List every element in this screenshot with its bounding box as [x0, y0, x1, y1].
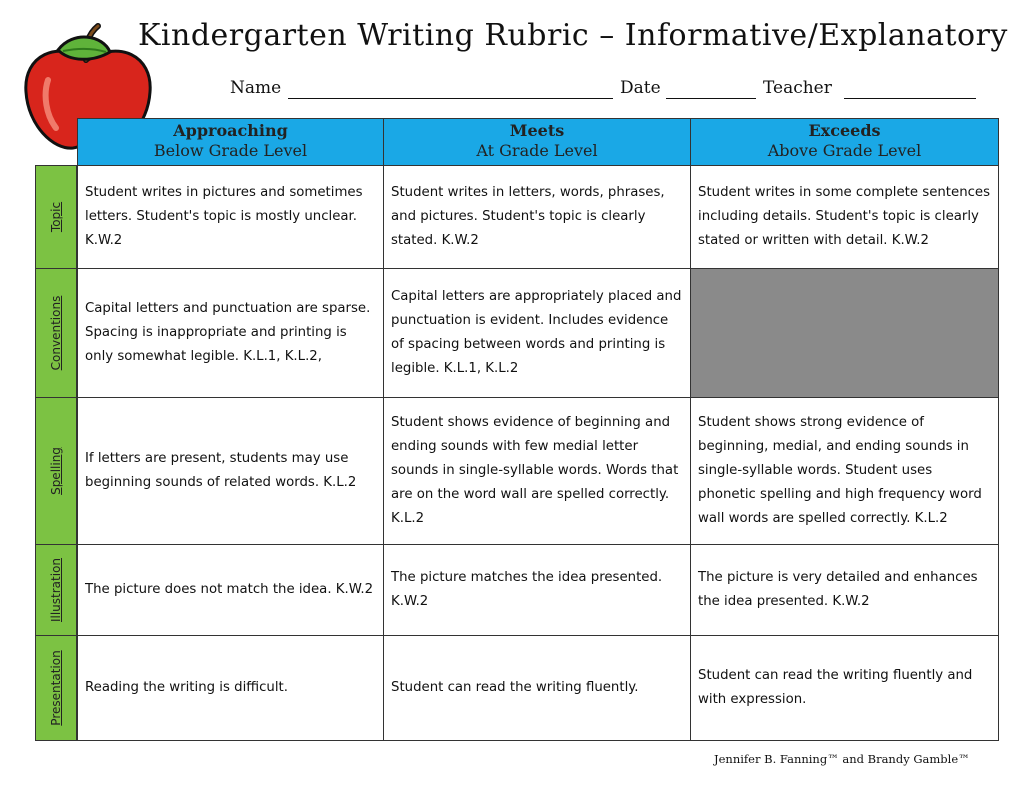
row-label-conventions: Conventions — [35, 268, 77, 398]
rubric-cell: Student can read the writing fluently. — [383, 635, 691, 741]
column-sub: At Grade Level — [476, 141, 598, 160]
column-header-meets — [383, 118, 691, 166]
rubric-cell: The picture matches the idea presented. K.W.2 — [383, 544, 691, 636]
rubric-cell: Student can read the writing fluently and with expression. — [690, 635, 999, 741]
rubric-cell: Capital letters are appropriately placed and punctuation is evident. Includes evidence of spacing between words and printing is legible. K.L.1, K.L.2 — [383, 268, 691, 398]
name-label: Name — [230, 78, 282, 98]
date-field[interactable] — [666, 98, 756, 99]
page-title: Kindergarten Writing Rubric – Informative/Explanatory — [138, 18, 1008, 53]
row-label-spelling: Spelling — [35, 397, 77, 545]
column-header-approaching — [77, 118, 384, 166]
rubric-cell: Student writes in some complete sentences including details. Student's topic is clearly stated or written with detail. K.W.2 — [690, 165, 999, 269]
footer-credit: Jennifer B. Fanning™ and Brandy Gamble™ — [714, 752, 970, 766]
name-field[interactable] — [288, 98, 613, 99]
rubric-cell: If letters are present, students may use beginning sounds of related words. K.L.2 — [77, 397, 384, 545]
teacher-label: Teacher — [763, 78, 832, 98]
row-label-presentation: Presentation — [35, 635, 77, 741]
row-label-illustration: Illustration — [35, 544, 77, 636]
column-level: Approaching — [173, 121, 288, 140]
rubric-cell: The picture is very detailed and enhances the idea presented. K.W.2 — [690, 544, 999, 636]
shaded-cell — [690, 268, 999, 398]
rubric-cell: Student shows strong evidence of beginning, medial, and ending sounds in single-syllable words. Student uses phonetic spelling and high frequency word wall words are spelled correctly. K.L.2 — [690, 397, 999, 545]
teacher-field[interactable] — [844, 98, 976, 99]
row-label-topic: Topic — [35, 165, 77, 269]
column-header-exceeds — [690, 118, 999, 166]
column-level: Exceeds — [808, 121, 881, 140]
date-label: Date — [620, 78, 661, 98]
rubric-cell: Student writes in pictures and sometimes letters. Student's topic is mostly unclear. K.W.2 — [77, 165, 384, 269]
column-sub: Above Grade Level — [767, 141, 922, 160]
column-sub: Below Grade Level — [153, 141, 308, 160]
rubric-cell: The picture does not match the idea. K.W.2 — [77, 544, 384, 636]
rubric-cell: Reading the writing is difficult. — [77, 635, 384, 741]
rubric-cell: Student shows evidence of beginning and ending sounds with few medial letter sounds in single-syllable words. Words that are on the word wall are spelled correctly. K.L.2 — [383, 397, 691, 545]
rubric-cell: Capital letters and punctuation are sparse. Spacing is inappropriate and printing is only somewhat legible. K.L.1, K.L.2, — [77, 268, 384, 398]
rubric-cell: Student writes in letters, words, phrases, and pictures. Student's topic is clearly stated. K.W.2 — [383, 165, 691, 269]
column-level: Meets — [509, 121, 565, 140]
